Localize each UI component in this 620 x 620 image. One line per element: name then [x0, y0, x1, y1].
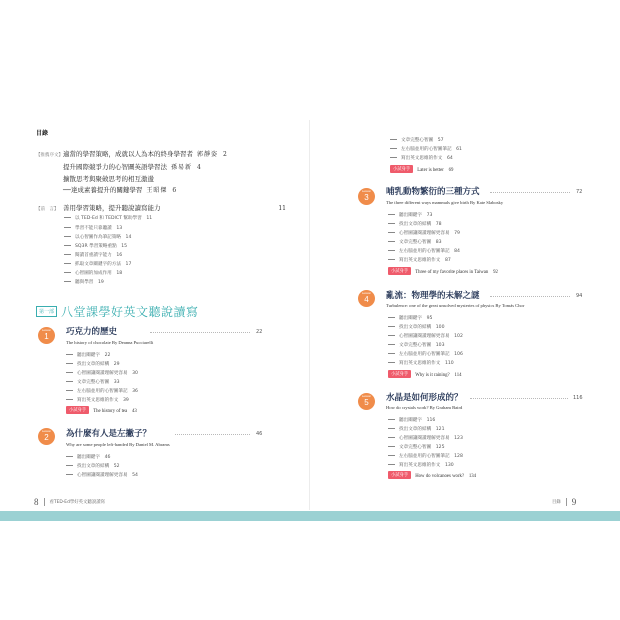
intro-page: 11	[278, 205, 286, 212]
chapter-item[interactable]	[388, 315, 432, 321]
intro-entry[interactable]	[36, 162, 286, 171]
dash-icon	[388, 455, 395, 456]
quiz-entry[interactable]	[388, 370, 462, 378]
chapter-item-label: 左右腦並用的心智圖筆記 61	[401, 147, 462, 152]
dash-icon	[388, 214, 395, 215]
dash-icon	[390, 157, 397, 158]
dash-icon	[388, 446, 395, 447]
dash-icon	[390, 139, 397, 140]
chapter-item[interactable]	[388, 230, 460, 236]
dash-icon	[388, 362, 395, 363]
chapter-item[interactable]	[66, 454, 110, 460]
quiz-entry[interactable]	[388, 267, 498, 275]
dash-icon	[390, 148, 397, 149]
dash-icon	[64, 254, 71, 255]
chapter-item-label: 寫出英文思維的作文 87	[399, 258, 451, 263]
chapter-item[interactable]	[388, 333, 463, 339]
chapter-item[interactable]	[388, 221, 442, 227]
part-tag: 第一部	[36, 306, 57, 317]
lesson-badge: Lesson 1	[38, 327, 55, 344]
quiz-tag: 小試身手	[388, 370, 411, 378]
chapter-item[interactable]	[388, 444, 445, 450]
chapter-title[interactable]: 水晶是如何形成的？	[386, 393, 463, 403]
preface-item[interactable]	[64, 215, 152, 221]
lesson-badge: Lesson 4	[358, 290, 375, 307]
chapter-title[interactable]: 為什麼有人是左撇子？	[66, 429, 152, 439]
chapter-page: 94	[576, 293, 583, 299]
part-heading	[36, 303, 199, 320]
chapter-item[interactable]	[388, 426, 445, 432]
chapter-page: 116	[573, 395, 583, 401]
dash-icon	[66, 456, 73, 457]
intro-text: 善用學習策略，提升聽說讀寫能力	[63, 204, 161, 212]
dash-icon	[64, 245, 71, 246]
preface-item[interactable]	[64, 243, 127, 249]
dash-icon	[64, 227, 71, 228]
chapter-item-label: 文章完整心智圖 57	[401, 138, 444, 143]
preface-item-label: 以心智圖作為筆記策略 14	[75, 235, 132, 240]
dash-icon	[388, 317, 395, 318]
quiz-entry[interactable]	[390, 165, 453, 173]
preface-item-label: 閱讀首重讀字能力 16	[75, 253, 123, 258]
preface-item[interactable]	[64, 261, 131, 267]
intro-page: 2	[223, 151, 227, 158]
quiz-tag: 小試身手	[388, 471, 411, 479]
lesson-badge: Lesson 2	[38, 428, 55, 445]
chapter-item-label: 聽出關鍵字 116	[399, 418, 436, 423]
chapter-item-label: 找出文章的結構 100	[399, 325, 445, 330]
left-footer	[34, 497, 105, 507]
intro-page: 6	[172, 187, 177, 194]
dash-icon	[64, 263, 71, 264]
preface-item[interactable]	[64, 270, 122, 276]
quiz-text: Three of my favorite places in Taiwan 92	[415, 269, 498, 275]
dash-icon	[388, 241, 395, 242]
intro-author: 孫易新	[171, 164, 193, 171]
chapter-title[interactable]: 巧克力的歷史	[66, 327, 118, 337]
chapter-item-label: 寫出英文思維的作文 110	[399, 361, 454, 366]
chapter-title[interactable]: 亂流：物理學的未解之謎	[386, 291, 480, 301]
dash-icon	[66, 372, 73, 373]
chapter-item[interactable]	[388, 342, 445, 348]
dash-icon	[66, 399, 73, 400]
dash-icon	[388, 326, 395, 327]
quiz-text: The history of tea 43	[93, 408, 137, 414]
right-page-number: 9	[571, 497, 577, 507]
chapter-item[interactable]	[388, 462, 454, 468]
quiz-tag: 小試身手	[390, 165, 413, 173]
dash-icon	[388, 464, 395, 465]
leader-line	[490, 192, 570, 193]
dash-icon	[66, 354, 73, 355]
dash-icon	[64, 272, 71, 273]
chapter-item[interactable]	[388, 239, 442, 245]
quiz-text: How do volcanoes work? 134	[415, 473, 477, 479]
chapter-item[interactable]	[66, 379, 120, 385]
chapter-item-label: 心智圖讓閱讀理解更容易 102	[399, 334, 463, 339]
chapter-item[interactable]	[66, 397, 129, 403]
chapter-item-label: 聽出關鍵字 22	[77, 353, 111, 358]
chapter-item[interactable]	[390, 137, 444, 143]
chapter-subtitle: How do crystals work? By Graham Baird	[386, 405, 463, 410]
quiz-tag: 小試身手	[388, 267, 411, 275]
dash-icon	[66, 390, 73, 391]
chapter-item-label: 聽出關鍵字 95	[399, 316, 433, 321]
toc-title: 目錄	[36, 130, 49, 137]
chapter-item[interactable]	[388, 453, 463, 459]
chapter-item-label: 左右腦並用的心智圖筆記 106	[399, 352, 463, 357]
chapter-item-label: 聽出關鍵字 46	[77, 455, 111, 460]
chapter-item[interactable]	[388, 248, 460, 254]
lesson-badge: Lesson 3	[358, 188, 375, 205]
dash-icon	[64, 217, 71, 218]
chapter-item[interactable]	[388, 351, 463, 357]
chapter-item[interactable]	[388, 360, 454, 366]
preface-entry[interactable]	[36, 203, 286, 212]
intro-text: 擴散思考與聚斂思考的相互激盪	[63, 175, 154, 183]
dash-icon	[388, 344, 395, 345]
dash-icon	[64, 236, 71, 237]
chapter-title[interactable]: 哺乳動物繁衍的三種方式	[386, 187, 480, 197]
footer-toc-label: 目錄	[552, 500, 561, 505]
chapter-item[interactable]	[388, 324, 445, 330]
preface-item-label: 學習不能只靠聽讀 13	[75, 226, 123, 231]
chapter-item[interactable]	[66, 463, 120, 469]
quiz-tag: 小試身手	[66, 406, 89, 414]
left-page-number: 8	[34, 497, 39, 507]
dash-icon	[66, 363, 73, 364]
chapter-item-label: 找出文章的結構 52	[77, 464, 120, 469]
intro-author: 郭靜姿	[197, 151, 219, 158]
preface-item[interactable]	[64, 279, 104, 285]
chapter-item[interactable]	[388, 435, 463, 441]
intro-text: 適當的學習策略，成就以人為本的終身學習者	[63, 150, 193, 158]
preface-item[interactable]	[64, 252, 122, 258]
chapter-subtitle: The three different ways mammals give birth By Kate Slabosky	[386, 200, 504, 205]
chapter-item-label: 左右腦並用的心智圖筆記 84	[399, 249, 460, 254]
intro-entry[interactable]	[36, 174, 286, 183]
lesson-badge: Lesson 5	[358, 393, 375, 410]
chapter-item-label: 心智圖讓閱讀理解更容易 54	[77, 473, 138, 478]
chapter-item-label: 聽出關鍵字 73	[399, 213, 433, 218]
chapter-item-label: 文章完整心智圖 33	[77, 380, 120, 385]
right-footer	[552, 497, 576, 507]
chapter-item[interactable]	[66, 361, 120, 367]
chapter-item[interactable]	[388, 212, 432, 218]
quiz-entry[interactable]	[66, 406, 137, 414]
leader-line	[150, 332, 250, 333]
intro-text: 提升國際競爭力的心智圖英語學習法	[63, 163, 167, 171]
dash-icon	[64, 281, 71, 282]
page-gutter	[309, 120, 310, 510]
preface-item-label: 以 TED-Ed 和 TEDICT 幫助學習 11	[75, 216, 153, 221]
chapter-page: 46	[256, 431, 263, 437]
intro-tag: 【前 言】	[36, 207, 59, 212]
leader-line	[470, 398, 568, 399]
dash-icon	[388, 223, 395, 224]
dash-icon	[388, 250, 395, 251]
chapter-item-label: 心智圖讓閱讀理解更容易 79	[399, 231, 460, 236]
chapter-item-label: 文章完整心智圖 125	[399, 445, 445, 450]
chapter-item[interactable]	[66, 388, 138, 394]
dash-icon	[388, 259, 395, 260]
preface-item[interactable]	[64, 225, 122, 231]
dash-icon	[66, 465, 73, 466]
part-title: 八堂課學好英文聽說讀寫	[61, 305, 199, 319]
leader-line	[175, 434, 250, 435]
intro-page: 4	[197, 164, 201, 171]
chapter-item-label: 找出文章的結構 121	[399, 427, 445, 432]
intro-entry[interactable]	[36, 185, 286, 194]
chapter-item-label: 心智圖讓閱讀理解更容易 123	[399, 436, 463, 441]
preface-item-label: 抓取文章關鍵字的方法 17	[75, 262, 132, 267]
chapter-item-label: 寫出英文思維的作文 64	[401, 156, 453, 161]
chapter-item[interactable]	[390, 155, 453, 161]
chapter-item[interactable]	[388, 417, 435, 423]
quiz-text: Later is better 69	[417, 167, 454, 173]
chapter-item-label: 找出文章的結構 29	[77, 362, 120, 367]
dash-icon	[388, 437, 395, 438]
preface-item[interactable]	[64, 234, 131, 240]
dash-icon	[66, 381, 73, 382]
bottom-band	[0, 511, 620, 521]
quiz-text: Why is it raining? 114	[415, 372, 462, 378]
chapter-page: 22	[256, 329, 263, 335]
chapter-item[interactable]	[66, 352, 110, 358]
chapter-item-label: 左右腦並用的心智圖筆記 128	[399, 454, 463, 459]
chapter-item[interactable]	[390, 146, 462, 152]
chapter-item[interactable]	[66, 472, 138, 478]
chapter-item[interactable]	[66, 370, 138, 376]
chapter-page: 72	[576, 189, 583, 195]
preface-item-label: 心智圖的加成作用 18	[75, 271, 123, 276]
dash-icon	[66, 474, 73, 475]
chapter-item-label: 寫出英文思維的作文 39	[77, 398, 129, 403]
dash-icon	[388, 353, 395, 354]
dash-icon	[388, 419, 395, 420]
chapter-item-label: 寫出英文思維的作文 130	[399, 463, 454, 468]
dash-icon	[388, 428, 395, 429]
chapter-item[interactable]	[388, 257, 451, 263]
quiz-entry[interactable]	[388, 471, 476, 479]
preface-item-label: SQ3R 學習策略重點 15	[75, 244, 128, 249]
book-title: 看TED-Ed學好英文聽說讀寫	[49, 500, 105, 505]
leader-line	[490, 296, 570, 297]
intro-tag: 【推薦序文】	[36, 153, 63, 158]
chapter-subtitle: Turbulence: one of the great unsolved mysteries of physics By Tomás Chor	[386, 303, 525, 308]
dash-icon	[388, 232, 395, 233]
right-page	[310, 0, 620, 620]
dash-icon	[388, 335, 395, 336]
chapter-item-label: 心智圖讓閱讀理解更容易 30	[77, 371, 138, 376]
intro-author: 王昭傑	[146, 187, 168, 194]
chapter-item-label: 左右腦並用的心智圖筆記 36	[77, 389, 138, 394]
intro-text: ──達成素養提升的關鍵學習	[63, 186, 143, 194]
chapter-subtitle: Why are some people left-handed By Daniel M. Abrams	[66, 442, 170, 447]
chapter-subtitle: The history of chocolate By Deanna Pucciarelli	[66, 340, 154, 345]
preface-item-label: 聽與學習 19	[75, 280, 104, 285]
chapter-item-label: 文章完整心智圖 103	[399, 343, 445, 348]
chapter-item-label: 找出文章的結構 78	[399, 222, 442, 227]
chapter-item-label: 文章完整心智圖 83	[399, 240, 442, 245]
intro-entry[interactable]	[36, 149, 286, 158]
